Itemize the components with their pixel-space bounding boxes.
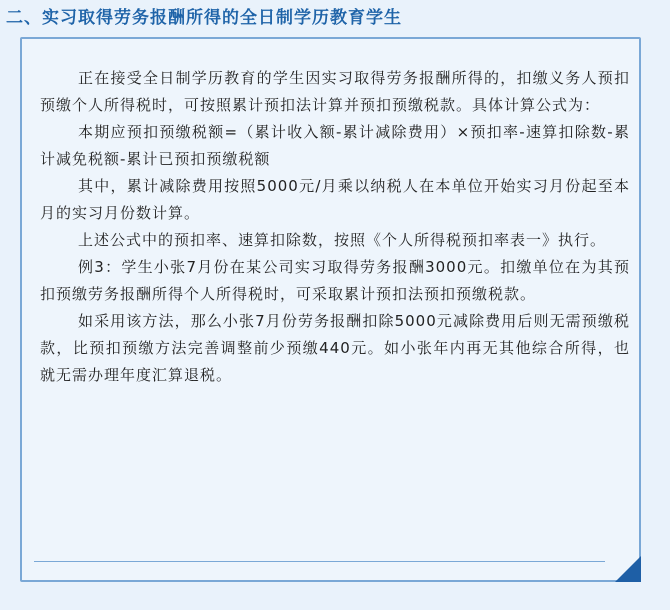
corner-decoration [615,556,641,582]
paragraph-rate-table: 上述公式中的预扣率、速算扣除数，按照《个人所得税预扣率表一》执行。 [78,231,607,249]
panel-divider [34,561,605,562]
paragraph-intro: 正在接受全日制学历教育的学生因实习取得劳务报酬所得的，扣缴义务人预扣预缴个人所得税时，可按照累计预扣法计算并预扣预缴税款。具体计算公式为： [40,69,630,114]
section-title: 二、实习取得劳务报酬所得的全日制学历教育学生 [6,8,402,28]
panel-body [40,65,630,389]
paragraph-formula: 本期应预扣预缴税额=（累计收入额-累计减除费用）×预扣率-速算扣除数-累计减免税额-累计已预扣预缴税额 [40,123,630,168]
paragraph-example: 例3：学生小张7月份在某公司实习取得劳务报酬3000元。扣缴单位在为其预扣预缴劳务报酬所得个人所得税时，可采取累计预扣法预扣预缴税款。 [40,258,630,303]
content-panel [20,37,641,582]
paragraph-deduction: 其中，累计减除费用按照5000元/月乘以纳税人在本单位开始实习月份起至本月的实习月份数计算。 [40,177,630,222]
paragraph-conclusion: 如采用该方法，那么小张7月份劳务报酬扣除5000元减除费用后则无需预缴税款，比预扣预缴方法完善调整前少预缴440元。如小张年内再无其他综合所得，也就无需办理年度汇算退税。 [40,312,630,384]
